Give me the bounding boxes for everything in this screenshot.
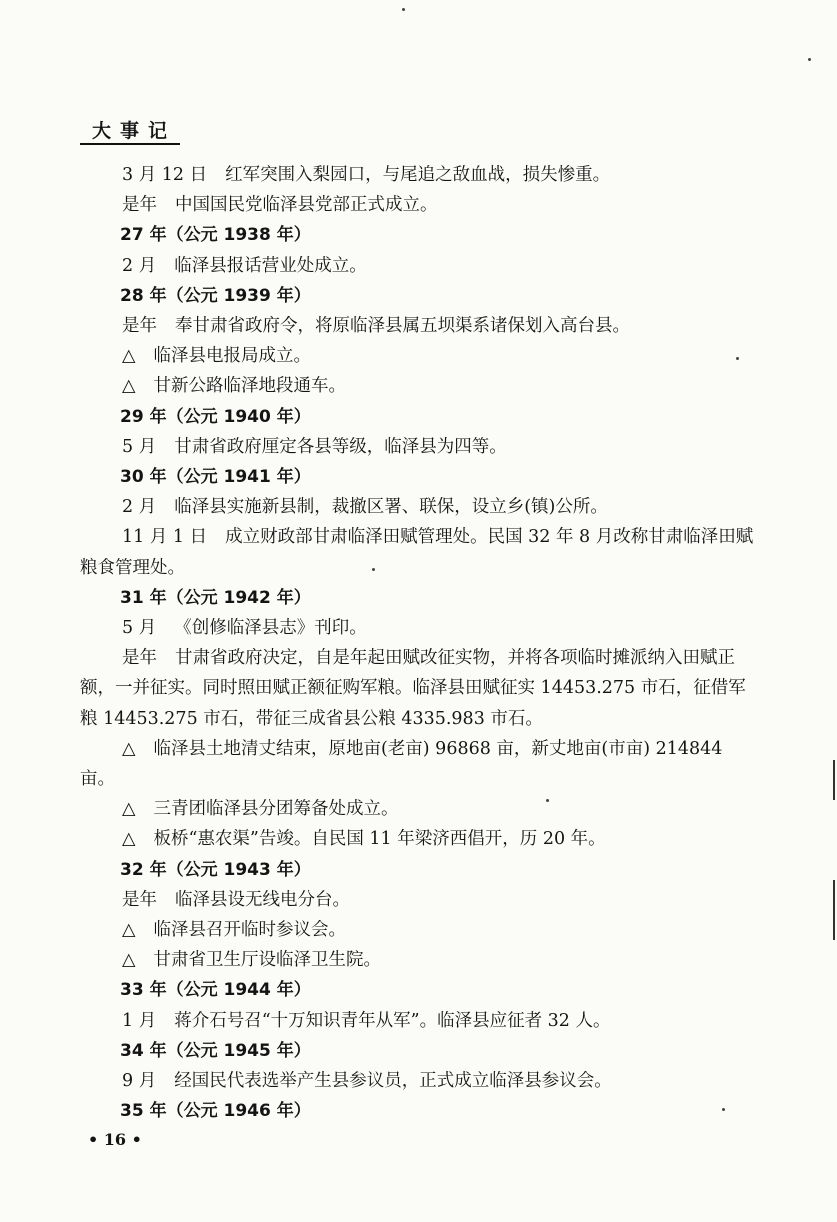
entry-date-label: 11 月 1 日 [122,527,208,548]
scan-edge-mark [833,880,835,940]
scan-speck [372,568,375,571]
header-rule [80,143,180,145]
scan-speck [808,58,811,61]
entry-date-label: △ [122,346,136,367]
running-header: 大事记 [92,120,177,142]
entry-text: 临泽县电报局成立。 [153,346,311,367]
chronicle-entry [80,824,760,854]
chronicle-entry [80,190,760,220]
entry-date-label: 2 月 [122,497,157,518]
entry-text: 临泽县实施新县制，裁撤区署、联保，设立乡(镇)公所。 [174,497,608,518]
entry-text: 红军突围入梨园口，与尾追之敌血战，损失惨重。 [225,165,611,185]
entry-text: 甘肃省政府决定，自是年起田赋改征实物，并将各项临时摊派纳入田赋正额，一并征实。同时照田赋正额征购军粮。临泽县田赋征实 14453.275 市石，征借军粮 14453.275 市石，带征三成省县公粮 4335.983 市石。 [80,648,746,729]
chronicle-entry [80,885,760,915]
entry-text: 临泽县设无线电分台。 [175,889,350,910]
entry-text: 《创修临泽县志》刊印。 [174,618,367,639]
entry-date-label: △ [122,829,136,850]
entry-date-label: 是年 [122,195,157,216]
chronicle-entry [80,522,760,582]
year-heading: 35 年（公元 1946 年） [120,1101,311,1122]
chronicle-entry [80,371,760,401]
year-heading: 30 年（公元 1941 年） [120,467,311,488]
entry-date-label: △ [122,738,136,759]
scan-speck [402,8,405,11]
entry-text: 临泽县报话营业处成立。 [174,255,367,276]
entry-text: 奉甘肃省政府令，将原临泽县属五坝渠系诸保划入高台县。 [175,316,630,337]
entry-text: 甘肃省政府厘定各县等级，临泽县为四等。 [174,436,507,457]
entry-text: 临泽县召开临时参议会。 [153,920,346,941]
entry-date-label: 5 月 [122,436,157,457]
year-heading: 32 年（公元 1943 年） [120,859,311,880]
chronicle-entry [80,311,760,341]
scan-speck [722,1108,725,1111]
entry-date-label: △ [122,376,136,397]
year-heading: 29 年（公元 1940 年） [120,406,311,427]
chronicle-content [80,160,760,1127]
chronicle-entry [80,613,760,643]
entry-text: 经国民代表选举产生县参议员，正式成立临泽县参议会。 [174,1071,612,1092]
chronicle-entry [80,1006,760,1036]
chronicle-entry [80,432,760,462]
entry-text: 蒋介石号召“十万知识青年从军”。临泽县应征者 32 人。 [174,1010,611,1031]
scan-edge-mark [833,760,835,800]
year-heading: 34 年（公元 1945 年） [120,1040,311,1061]
year-heading: 31 年（公元 1942 年） [120,587,311,608]
entry-text: 成立财政部甘肃临泽田赋管理处。民国 32 年 8 月改称甘肃临泽田赋粮食管理处。 [80,527,754,578]
page-number: • 16 • [88,1130,142,1149]
entry-date-label: △ [122,950,136,971]
chronicle-entry [80,492,760,522]
entry-text: 甘肃省卫生厅设临泽卫生院。 [153,950,381,971]
entry-text: 板桥“惠农渠”告竣。自民国 11 年梁济西倡开，历 20 年。 [153,829,606,850]
chronicle-entry [80,794,760,824]
entry-date-label: △ [122,920,136,941]
entry-date-label: 5 月 [122,618,157,639]
chronicle-entry [80,160,760,190]
chronicle-entry [80,945,760,975]
entry-date-label: 9 月 [122,1071,157,1092]
entry-date-label: 3 月 12 日 [122,165,208,185]
chronicle-entry [80,734,760,794]
entry-text: 中国国民党临泽县党部正式成立。 [175,195,438,216]
entry-date-label: 2 月 [122,255,157,276]
year-heading: 28 年（公元 1939 年） [120,285,311,306]
chronicle-entry [80,1066,760,1096]
scan-speck [736,357,739,360]
entry-date-label: 是年 [122,316,157,337]
chronicle-entry [80,341,760,371]
entry-date-label: △ [122,799,136,820]
entry-text: 三青团临泽县分团筹备处成立。 [153,799,399,820]
chronicle-entry [80,643,760,734]
chronicle-entry [80,915,760,945]
entry-date-label: 1 月 [122,1010,157,1031]
year-heading: 27 年（公元 1938 年） [120,225,311,246]
chronicle-entry [80,251,760,281]
entry-date-label: 是年 [122,889,157,910]
entry-text: 甘新公路临泽地段通车。 [153,376,346,397]
entry-text: 临泽县土地清丈结束，原地亩(老亩) 96868 亩，新丈地亩(市亩) 214844 亩。 [80,738,723,790]
entry-date-label: 是年 [122,648,157,669]
year-heading: 33 年（公元 1944 年） [120,980,311,1001]
scan-speck [546,799,549,802]
